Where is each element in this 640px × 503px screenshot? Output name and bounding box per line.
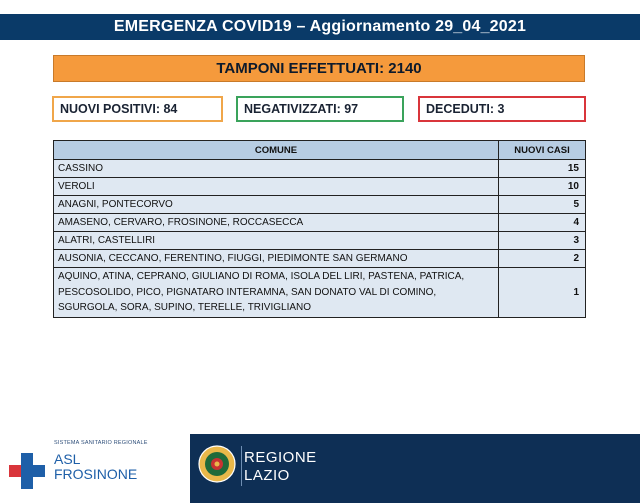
casi-cell: 2 [499, 250, 586, 268]
table-row [54, 178, 586, 196]
column-header-comune: COMUNE [54, 141, 499, 160]
asl-subtitle: SISTEMA SANITARIO REGIONALE [54, 440, 148, 446]
comune-cell: AMASENO, CERVARO, FROSINONE, ROCCASECCA [54, 214, 499, 232]
comune-cell: ALATRI, CASTELLIRI [54, 232, 499, 250]
regione-line-2: LAZIO [244, 467, 290, 484]
tamponi-banner: TAMPONI EFFETTUATI: 2140 [53, 55, 585, 82]
asl-line-1: ASL [54, 451, 81, 467]
regione-lazio-emblem-icon [197, 442, 237, 486]
table-row [54, 250, 586, 268]
column-header-nuovi-casi: NUOVI CASI [499, 141, 586, 160]
comuni-table [53, 140, 586, 318]
medical-cross-icon [9, 453, 45, 489]
casi-cell: 15 [499, 160, 586, 178]
negativizzati-box: NEGATIVIZZATI: 97 [236, 96, 404, 122]
casi-cell: 3 [499, 232, 586, 250]
comune-cell: CASSINO [54, 160, 499, 178]
table-row [54, 214, 586, 232]
casi-cell: 4 [499, 214, 586, 232]
nuovi-positivi-box: NUOVI POSITIVI: 84 [52, 96, 223, 122]
page-title: EMERGENZA COVID19 – Aggiornamento 29_04_2021 [0, 14, 640, 40]
comune-cell: VEROLI [54, 178, 499, 196]
table-row [54, 268, 586, 318]
table-row [54, 160, 586, 178]
casi-cell: 10 [499, 178, 586, 196]
deceduti-box: DECEDUTI: 3 [418, 96, 586, 122]
comune-cell: AQUINO, ATINA, CEPRANO, GIULIANO DI ROMA, ISOLA DEL LIRI, PASTENA, PATRICA, PESCOSOLIDO, PICO, PIGNATARO INTERAMNA, SAN DONATO VAL DI COMINO, SGURGOLA, SORA, SUPINO, TERELLE, TRIVIGLIANO [54, 268, 499, 318]
footer-divider [241, 446, 242, 486]
casi-cell: 1 [499, 268, 586, 318]
regione-logo-text [244, 449, 317, 485]
table-header-row [54, 141, 586, 160]
asl-line-2: FROSINONE [54, 466, 138, 482]
table-row [54, 232, 586, 250]
comune-cell: ANAGNI, PONTECORVO [54, 196, 499, 214]
table-row [54, 196, 586, 214]
asl-logo-text [54, 452, 137, 482]
regione-line-1: REGIONE [244, 449, 317, 466]
casi-cell: 5 [499, 196, 586, 214]
comune-cell: AUSONIA, CECCANO, FERENTINO, FIUGGI, PIEDIMONTE SAN GERMANO [54, 250, 499, 268]
